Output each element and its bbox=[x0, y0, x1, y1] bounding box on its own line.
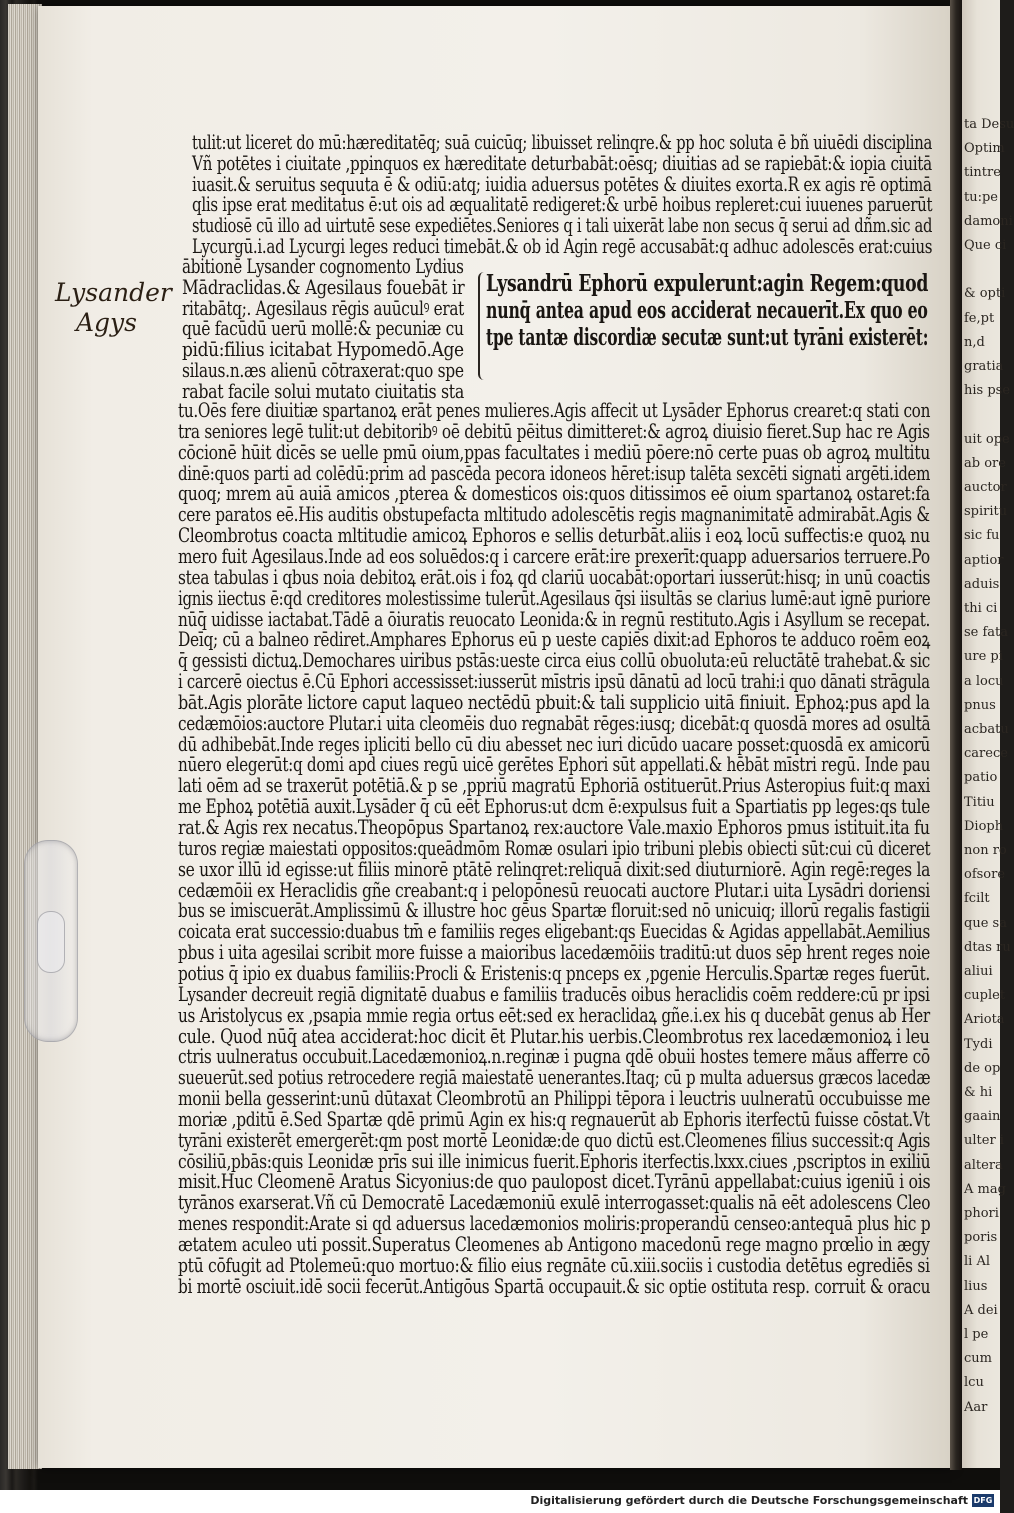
text-line: coicata erat successio:duabus tm̄ e familiis reges eligebant:qs Euecidas & Agidas appellabāt.Aemilius bbox=[178, 920, 930, 944]
column-line: rabat facile solui mutato ciuitatis sta bbox=[182, 379, 464, 403]
text-line: turos regiæ maiestati oppositos:queādmōm Romæ osulari ipio tribuni plebis obiecti sūt:cui cū diceret bbox=[178, 836, 931, 860]
facing-page-line: n,d bbox=[964, 334, 985, 350]
facing-page-line: dtas ru bbox=[964, 939, 1011, 955]
text-line: potius q̄ ipio ex duabus familiis:Procli & Eristenis:q pnceps ex ,pgenie Herculis.Spartæ reges fuerūt. bbox=[178, 961, 930, 985]
column-line: pidū:filius icitabat Hypomedō.Age bbox=[182, 338, 464, 362]
facing-page-line: se fata bbox=[964, 625, 1009, 641]
facing-page-line: a locu bbox=[964, 673, 1004, 689]
facing-page-line: ab ore bbox=[964, 455, 1006, 471]
digitization-footer bbox=[0, 1490, 1000, 1513]
text-line: moriæ ,pditū ē.Sed Spartæ qdē primū Agin ex his:q regnauerūt ab Ephoris iterfectū fuisse cōstat.Vt bbox=[178, 1107, 930, 1131]
facing-page-line: Que ci bbox=[964, 238, 1007, 253]
facing-page-line: aliui bbox=[964, 964, 993, 979]
text-line: lati oēm ad se traxerūt potētiā.& p se ,ppriū magratū Ephoriā ostituerūt.Prius Asteropius fuit:q maxi bbox=[178, 774, 931, 798]
text-line: ctris uulneratus occubuit.Lacedæmonioꝝ.n.reginæ i pugna qdē obuii hostes temere mãus afferre cō bbox=[178, 1045, 930, 1069]
column-line: quē facūdū uerū mollē:& pecuniæ cu bbox=[182, 317, 464, 341]
facing-page-line: que sa bbox=[964, 915, 1007, 931]
text-line: us Aristolycus ex ,psapia mmie regia ortus eēt:sed ex heraclidaꝝ gñe.i.ex his q ducebāt genus ab Her bbox=[178, 1003, 930, 1027]
facing-page-line: Optim bbox=[964, 141, 1005, 157]
text-line: nūero elegerūt:q domi apd ciues regū uicē gerētes Ephori sūt appellati.& hēbāt mīstri regū. Inde pau bbox=[178, 753, 931, 777]
facing-page-line: spiritu bbox=[964, 504, 1008, 520]
facing-page-line: Ariota bbox=[964, 1012, 1005, 1028]
text-line: cōsiliū,pbās:quis Leonidæ prīs sui ille inimicus fuerit.Ephoris iterfectis.lxxx.ciues ,pscriptos in exiliū bbox=[178, 1149, 931, 1173]
text-line: bāt.Agis plorāte lictore caput laqueo nectēdū pbuit:& tali supplicio uitā finiuit. Ephoꝝ:pus apd la bbox=[178, 690, 930, 714]
text-line: rat.& Agis rex necatus.Theopōpus Spartanoꝝ rex:auctore Vale.maxio Ephoros pmus istituit.ita fu bbox=[178, 816, 930, 839]
facing-page-recto bbox=[962, 0, 1014, 1468]
headline-line: Lysandrū Ephorū expulerunt:agin Regem:quod bbox=[486, 270, 929, 297]
facing-page-line: Aar bbox=[964, 1399, 988, 1415]
text-line: nūq̄ uidisse iactabat.Tādē a ōiuratis reuocato Leonida:& in regnū restituto.Agis i Asyllum se recepat. bbox=[178, 607, 931, 631]
text-line: tyrāni existerēt emergerēt:qm post mortē Leonidæ:de quo dictū est.Cleomenes filius successit:q Agis bbox=[178, 1128, 930, 1152]
clip-window bbox=[37, 911, 65, 973]
facing-page-line: aptior bbox=[964, 552, 1004, 568]
facing-page-line: altera bbox=[964, 1157, 1003, 1173]
facing-page-line: his pse bbox=[964, 383, 1011, 399]
facing-page-line: ulter i bbox=[964, 1133, 1004, 1149]
facing-page-line: auctor bbox=[964, 480, 1007, 495]
text-line: dinē:quos parti ad colēdū:prim ad pascēda pecora idoneos hēret:isup talēta sexcēti signati argēti.idem bbox=[178, 461, 931, 485]
text-line: dū adhibebāt.Inde reges ipliciti bello cū diu abesset nec iuri dicūdo uacare posset:quosdā ex amicorū bbox=[178, 732, 931, 756]
facing-page-line: thi ci bbox=[964, 601, 998, 616]
facing-page-line: A dei bbox=[964, 1302, 998, 1318]
plastic-page-clip bbox=[24, 840, 78, 1042]
facing-page-line: sic fu bbox=[964, 528, 1000, 544]
facing-page-line: gratia bbox=[964, 359, 1004, 374]
text-line: cōcionē hūit dicēs se uelle pmū oium,ppas facultates i mediū pōere:nō certe puas ob agroꝝ multitu bbox=[178, 440, 930, 464]
column-line: Mādraclidas.& Agesilaus fouebāt ir bbox=[182, 275, 465, 299]
facing-page-line: pnus bbox=[964, 697, 996, 713]
headline-line: tpe tantæ discordiæ secutæ sunt:ut tyrāni existerēt: bbox=[486, 324, 929, 351]
marginal-note-lysander: Lysander bbox=[55, 278, 172, 307]
text-line: iuasit.& seruitus sequuta ē & odiū:atq; iuidia aduersus potētes & diuites exorta.R ex agis rē optimā bbox=[192, 172, 932, 196]
text-line: menes respondit:Arate si qd aduersus lacedæmonios moliris:properandū censeo:antequā plus hic p bbox=[178, 1212, 931, 1236]
text-line: i carcerē oiectus ē.Cū Ephori accessisset:iusserūt mīstris ipsū dānatū ad locū trahi:i quo dānati strāgula bbox=[178, 670, 930, 694]
text-line: misit.Huc Cleomenē Aratus Sicyonius:de quo paulopost dicet.Tyrānū appellabat:cuius igeniū i ois bbox=[178, 1170, 931, 1194]
text-line: mero fuit Agesilaus.Inde ad eos soluēdos:q i carcere erāt:ire prexerīt:quapp aduersarios terruere.Po bbox=[178, 544, 930, 568]
text-line: ætatem aculeo uti possit.Superatus Cleomenes ab Antigono macedonū rege magno prœlio in ægy bbox=[178, 1233, 930, 1256]
facing-page-line: acbatu bbox=[964, 722, 1009, 737]
text-line: quoq; mrem aū auiā amicos ,pterea & domesticos ois:quos ditissimos eē oium spartanoꝝ ostaret:fa bbox=[178, 482, 930, 506]
facing-page-line: li Al bbox=[964, 1254, 990, 1270]
headline-line: nunq̄ antea apud eos acciderat necauerīt.Ex quo eo bbox=[486, 297, 928, 324]
facing-page-line: ta Desu bbox=[964, 117, 1014, 132]
text-line: tra seniores legē tulit:ut debitoribꝰ oē debitū pēitus dimitteret:& agroꝝ diuisio fieret.Sup hac re Agis bbox=[178, 419, 930, 443]
facing-page-line: lcu bbox=[964, 1375, 984, 1391]
facing-page-line: non ro bbox=[964, 843, 1007, 858]
text-line: monii bella gesserint:unū dūtaxat Cleombrotū an Philippi tēpora i leuctris uulneratū occubuisse me bbox=[178, 1087, 931, 1111]
facing-page-line: poris bbox=[964, 1230, 998, 1246]
facing-page-line: patio bbox=[964, 770, 998, 786]
text-line: bus se imiscuerāt.Amplissimū & illustre hoc gēus Spartæ floruit:sed nō unicuiq; illorū regalis fastigii bbox=[178, 899, 930, 923]
marginal-note-agys: Agys bbox=[76, 308, 138, 337]
column-line: ritabātq;. Agesilaus rēgis auūculꝰ erat bbox=[182, 296, 465, 320]
text-line: cere paratos eē.His auditis obstupefacta mltitudo adolescētis regis magnanimitatē admirabāt.Agis & bbox=[178, 503, 930, 527]
facing-page-line: fcilt bbox=[964, 891, 990, 907]
facing-page-line: aduis bbox=[964, 576, 1000, 592]
facing-page-line: phori bbox=[964, 1206, 999, 1221]
facing-page-line: Titiu bbox=[964, 794, 995, 810]
text-line: qlis ipse erat meditatus ē:ut ois ad æqualitatē redigeret:& urbē hoibus repleret:cui iuuenes paruerūt bbox=[192, 193, 933, 217]
facing-page-line: carece bbox=[964, 746, 1008, 762]
facing-page-line: & opti bbox=[964, 286, 1006, 302]
text-line: pbus i uita agesilai scribit more fuisse a maioribus lacedæmōiis traditū:ut duos sēp hrent reges noie bbox=[178, 941, 930, 965]
facing-page-line: cum bbox=[964, 1351, 992, 1367]
text-line: cedæmōii ex Heraclidis gñe creabant:q i pelopōnesū reuocati auctore Plutar.i uita Lysādri doriensi bbox=[178, 878, 930, 902]
text-line: tyrānos exarserat.Vñ cū Democratē Lacedæmoniū exulē interrogasset:qualis nā eēt adolescens Cleo bbox=[178, 1191, 931, 1215]
text-line: tulit:ut liceret do mū:hæreditatēq; suā cuicūq; libuisset relinqre.& pp hoc soluta ē bñ uiuēdi disciplina bbox=[192, 131, 933, 154]
text-line: Deīq; cū a balneo rēdiret.Amphares Ephorus eū p ueste capiēs dixit:ad Ephoros te adduco roēm eoꝝ bbox=[178, 628, 931, 652]
funding-credit: Digitalisierung gefördert durch die Deutsche Forschungsgemeinschaft bbox=[530, 1494, 968, 1507]
text-line: se uxor illū id egisse:ut filiis minorē ptātē relinqret:reliquā dixit:sed diuturniorē. Agin regē:reges la bbox=[178, 857, 931, 881]
text-line: cedæmōios:auctore Plutar.i uita cleomēis duo regnabāt rēges:iusq; dicebāt:q quosdā mores ad osultā bbox=[178, 711, 931, 735]
text-line: bi mortē osciuit.idē socii fecerūt.Antigōus Spartā occupauit.& sic optie ostituta resp. corruit & oracu bbox=[178, 1274, 931, 1298]
facing-page-line: fe,pt bbox=[964, 310, 995, 326]
facing-page-line: tintre bbox=[964, 165, 1001, 181]
text-line: me Ephoꝝ potētiā auxit.Lysāder q̄ cū eēt Ephorus:ut dcm ē:expulsus fuit a Spartiatis pp leges:qs tule bbox=[178, 795, 930, 819]
dfg-logo: DFG bbox=[973, 1496, 993, 1505]
text-line: stea tabulas i qbus noia debitoꝝ erāt.ois i foꝝ qd clariū uocabāt:oportari iusserūt:hisq; in unū coactis bbox=[178, 565, 931, 589]
text-line: Lycurgū.i.ad Lycurgi leges reduci timebāt.& ob id Agin regē accusabāt:q adhuc adolescēs erat:cuius bbox=[192, 235, 933, 258]
column-line: silaus.n.æs alienū cōtraxerat:quo spe bbox=[182, 359, 464, 382]
facing-page-line: tu:pe bbox=[964, 189, 998, 205]
facing-page-line: de op bbox=[964, 1060, 1001, 1076]
column-line: ābitionē Lysander cognomento Lydius bbox=[182, 255, 464, 278]
facing-page-line: l pe bbox=[964, 1327, 989, 1342]
text-line: ptū cōfugit ad Ptolemeū:quo mortuo:& filio eius regnāte cū.xiii.sociis i custodia detētus egrediēs si bbox=[178, 1253, 930, 1277]
facing-page-line: Dioph bbox=[964, 818, 1004, 834]
text-line: studiosē cū illo ad uirtutē sese expediētes.Seniores q i tali uixerāt labe non secus q̄ serui ad dñm.sic ad bbox=[192, 214, 933, 238]
book-gutter bbox=[950, 0, 962, 1470]
text-line: sueuerūt.sed potius retrocedere regiā maiestatē uenerantes.Itaq; cū p multa aduersus græcos lacedæ bbox=[178, 1066, 931, 1090]
facing-page-line: A mag bbox=[964, 1181, 1006, 1197]
facing-page-line: ure pi bbox=[964, 649, 1003, 665]
text-line: cule. Quod nūq̄ atea acciderat:hoc dicit ēt Plutar.his uerbis.Cleombrotus rex lacedæmonioꝝ i leu bbox=[178, 1024, 930, 1048]
facing-page-line: uit ope bbox=[964, 431, 1010, 447]
facing-page-line: damoni bbox=[964, 213, 1013, 229]
text-line: tu.Oēs fere diuitiæ spartanoꝝ erāt penes mulieres.Agis affecit ut Lysāder Ephorus crearet:q stati con bbox=[178, 399, 931, 422]
facing-page-line: & hi bbox=[964, 1085, 993, 1100]
text-line: Vñ potētes i ciuitate ,ppinquos ex hæreditate deturbabāt:oēsq; diuitias ad se rapiebāt:& iopia ciuitā bbox=[192, 151, 932, 175]
facing-page-line: lius bbox=[964, 1278, 988, 1294]
text-line: q̄ gessisti dictuꝝ.Demochares uiribus pstās:ueste circa eius collū obuoluta:eū reluctātē trahebat.& sic bbox=[178, 649, 930, 673]
text-line: Cleombrotus coacta mltitudie amicoꝝ Ephoros e sellis deturbāt.aliis i eoꝝ locū suffectis:e quoꝝ nu bbox=[178, 524, 930, 548]
text-line: Lysander decreuit regiā dignitatē duabus e familiis traducēs oibus heraclidis coēm reddere:cū pr ipsi bbox=[178, 982, 930, 1006]
text-line: ignis iiectus ē:qd creditores molestissime tulerūt.Agesilaus q̄si iisultās se clarius lumē:aut ignē puriore bbox=[178, 586, 931, 610]
facing-page-line: cuplet bbox=[964, 988, 1006, 1004]
facing-page-line: ofsore bbox=[964, 867, 1006, 883]
page-edge-stack bbox=[8, 4, 42, 1469]
facing-page-line: Tydi bbox=[964, 1036, 993, 1052]
facing-page-line: gaain bbox=[964, 1109, 1001, 1125]
